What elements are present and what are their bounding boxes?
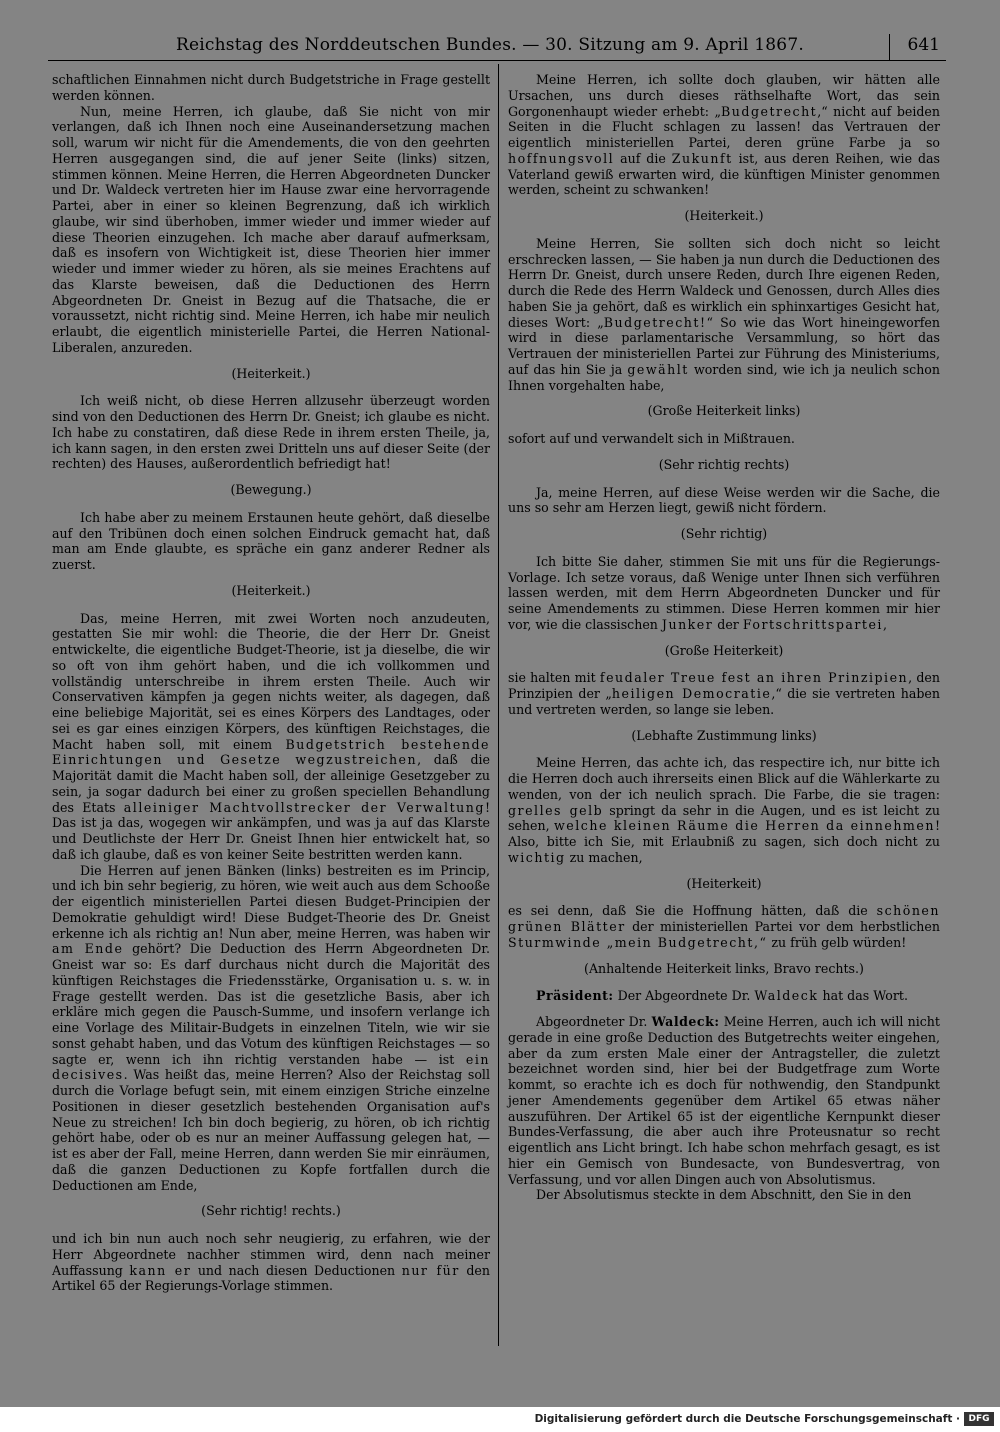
paragraph: Der Absolutismus steckte in dem Abschnitt, den Sie in den	[536, 1187, 912, 1203]
text-run: Das, meine Herren, mit zwei Worten noch anzudeuten, gestatten Sie mir wohl: die Theorie, die der Herr Dr. Gneist entwickelte, die eigentliche Budget-Theorie, ist ja dieselbe, die wir so oft von ihm gehört haben, und die ich vollkommen und vollständig unterschreibe in ihrem ersten Theile. Auch wir Conservativen kämpfen ja gegen nichts weiter, als dagegen, daß eine beliebige Majorität, sei es eines Körpers des Landtages, oder sei es gar eines einzigen Körpers, des künftigen Reichstages, die Macht haben soll, mit einem	[52, 610, 490, 752]
spaced-text: gewählt	[627, 361, 689, 377]
text-run: ,	[882, 616, 887, 632]
remark: (Lebhafte Zustimmung links)	[631, 727, 817, 743]
remark: (Große Heiterkeit links)	[647, 403, 801, 419]
left-column	[52, 72, 490, 1294]
paragraph: Ich habe aber zu meinem Erstaunen heute gehört, daß dieselbe auf den Tribünen doch einen solchen Eindruck gemacht hat, daß man am Ende glaubte, es spräche ein ganz anderer Redner als zuerst.	[52, 509, 490, 572]
paragraph: Nun, meine Herren, ich glaube, daß Sie nicht von mir verlangen, daß ich Ihnen noch eine Auseinandersetzung machen soll, warum wir nicht für die Amendements, die von den geehrten Herren ausgegangen sind, die auf jener Seite (links) sitzen, stimmen können. Meine Herren, die Herren Abgeordneten Duncker und Dr. Waldeck vertreten hier im Hause zwar eine hervorragende Partei, aber in einer so kleinen Begrenzung, daß ich wirklich glaube, wir sind überhoben, immer wieder und immer wieder auf diese Theorien einzugehen. Ich mache aber darauf aufmerksam, daß es insofern von Wichtigkeit ist, diese Theorien hier immer wieder und immer wieder zu hören, als sie meines Erachtens auf das Klarste beweisen, daß die Deductionen des Herrn Abgeordneten Dr. Gneist in Bezug auf die Thatsache, die er voraussetzt, nicht richtig sind. Meine Herren, ich habe mir neulich erlaubt, die eigentlich ministerielle Partei, die Herren National-Liberalen, anzureden.	[52, 103, 490, 355]
spaced-text: hoffnungsvoll	[508, 150, 615, 166]
text-run: ! Also, bitte ich Sie, mit Erlaubniß zu sagen, sich doch nicht zu	[508, 818, 940, 849]
text-run: Der Abgeordnete Dr.	[617, 988, 751, 1004]
spaced-text: Budgetrecht	[721, 103, 818, 119]
remark: (Heiterkeit)	[686, 875, 762, 891]
spaced-text: grelles gelb	[508, 802, 604, 818]
spaced-text: Budgetstrich bestehende Einrichtungen und Gesetze wegzustreichen	[52, 736, 490, 768]
funding-credit: Digitalisierung gefördert durch die Deutsche Forschungsgemeinschaft ·	[534, 1413, 960, 1425]
dfg-logo: DFG	[964, 1412, 994, 1426]
spaced-text: am Ende	[52, 941, 124, 957]
text-run: ,“ nicht auf beiden Seiten in die Flucht schlagen zu lassen! das Vertrauen der eigentlich ministeriellen Partei, deren grüne Farbe ja so	[508, 103, 940, 150]
text-run: zu früh gelb würden!	[771, 934, 907, 950]
paragraph	[508, 1014, 940, 1187]
text-run: sie halten mit	[508, 670, 596, 686]
text-run: ,“ die sie vertreten haben und vertreten werden, so lange sie leben.	[508, 686, 940, 717]
remark: (Sehr richtig)	[680, 526, 768, 541]
paragraph: schaftlichen Einnahmen nicht durch Budgetstriche in Frage gestellt werden können.	[52, 72, 490, 103]
header-title: Reichstag des Norddeutschen Bundes. — 30. Sitzung am 9. April 1867.	[176, 35, 804, 55]
text-run: ! Das ist ja das, wogegen wir ankämpfen, und was ja auf das Klarste und Deutlichste der Herr Dr. Gneist Ihnen hier entwickelt hat, so daß ich glaube, daß es von keiner Seite bestritten werden kann.	[52, 799, 490, 862]
right-column	[508, 72, 940, 1203]
text-run: Ich bitte Sie daher, stimmen Sie mit uns für die Regierungs-Vorlage. Ich setze voraus, daß Wenige unter Ihnen sich verführen lassen werden, mit dem Herrn Abgeordneten Duncker und für seine Amendements zu stimmen. Diese Herren kommen mir hier vor, wie die classischen	[508, 553, 940, 632]
remark: (Heiterkeit.)	[231, 365, 311, 381]
header-divider	[889, 34, 890, 60]
text-run: Meine Herren, ich sollte doch glauben, wir hätten alle Ursachen, uns durch dieses räthselhafte Wort, das sein Gorgonenhaupt wieder erhebt: „	[508, 72, 940, 119]
spaced-text: Sturmwinde „mein Budgetrecht,“	[508, 934, 768, 950]
paragraph: Ich weiß nicht, ob diese Herren allzusehr überzeugt worden sind von den Deductionen des Herrn Dr. Gneist; ich glaube es nicht. Ich habe zu constatiren, daß diese Rede in ihrem ersten Theile, ja, ich kann sagen, in den ersten zwei Dritteln uns auf dieser Seite (der rechten) des Hauses, außerordentlich befriedigt hat!	[52, 393, 490, 472]
text-run: gehört? Die Deduction des Herrn Abgeordneten Dr. Gneist war so: Es darf durchaus nicht durch die Majorität des künftigen Reichstages die Friedensstärke, Organisation u. s. w. in Frage gestellt werden. Das ist die gesetzliche Basis, aber ich erkläre mich gegen die Pausch-Summe, und insofern verlange ich eine Vorlage des Militair-Budgets in einzelnen Titeln, wie wir sie sonst gehabt haben, und das Votum des künftigen Reichstages — so sagte er, wenn ich ihn richtig verstanden habe — ist	[52, 941, 490, 1067]
text-run: der	[717, 616, 739, 632]
paragraph	[508, 670, 940, 717]
spaced-text: Waldeck	[754, 988, 819, 1004]
text-run: der ministeriellen Partei vor dem herbstlichen	[632, 919, 940, 934]
spaced-text: welche kleinen Räume die Herren da einnehmen	[554, 818, 935, 834]
text-run: . Was heißt das, meine Herren? Also der Reichstag soll durch die Vorlage befugt sein, mit einem einzigen Striche einzelne Positionen in dieser gesetzlich bestehenden Organisation auf's Neue zu streichen! Ich bin doch begierig, zu hören, ob ich richtig gehört habe, oder ob es nur an meiner Auffassung gelegen hat, — ist es aber der Fall, meine Herren, dann werden Sie mir einräumen, daß die ganzen Deductionen zu Kopfe fortfallen durch die Deductionen am Ende,	[52, 1067, 490, 1193]
running-header	[48, 34, 946, 61]
footer-bar	[0, 1407, 1000, 1432]
paragraph	[508, 554, 940, 633]
text-run: worden sind, wie ich ja neulich schon Ihnen vorgehalten habe,	[508, 361, 940, 393]
text-run: und ich bin nun auch noch sehr neugierig, zu erfahren, wie der Herr Abgeordnete nachher stimmen wird, denn nach meiner Auffassung	[52, 1231, 490, 1278]
speaker-name: Waldeck:	[651, 1014, 720, 1029]
remark: (Heiterkeit.)	[231, 582, 311, 598]
text-run: Meine Herren, das achte ich, das respectire ich, nur bitte ich die Herren doch auch ihrerseits einen Blick auf die Wählerkarte zu wenden, von der ich neulich sprach. Die Farbe, die sie tragen:	[508, 755, 940, 802]
text-run: Meine Herren, auch ich will nicht gerade in eine große Deduction des Butgetrechts weiter eingehen, aber da zum ersten Male einer der Antragsteller, die zuletzt bezeichnet worden sind, hier bei der Budgetfrage zum Worte kommt, so erachte ich es doch für nothwendig, den Standpunkt jener Amendements gegenüber dem Artikel 65 etwas näher auszuführen. Der Artikel 65 ist der eigentliche Kernpunkt dieser Bundes-Verfassung, die aber auch ihre Proteusnatur so recht eigentlich ans Licht bringt. Ich habe schon mehrfach gesagt, es ist hier ein Gemisch von Bundesacte, von Bundesvertrag, von Verfassung, und vor allen Dingen auch von Absolutismus.	[508, 1014, 940, 1187]
spaced-text: wichtig	[508, 849, 566, 865]
remark: (Heiterkeit.)	[684, 208, 764, 223]
column-divider	[498, 64, 499, 1346]
paragraph	[508, 72, 940, 198]
text-run: den Artikel 65 der Regierungs-Vorlage stimmen.	[52, 1262, 490, 1294]
spaced-text: Budgetrecht!	[603, 314, 707, 330]
paragraph	[52, 611, 490, 863]
paragraph: sofort auf und verwandelt sich in Mißtrauen.	[508, 431, 795, 446]
text-run: es sei denn, daß Sie die Hoffnung hätten, daß die	[508, 903, 868, 919]
spaced-text: kann er	[129, 1262, 192, 1278]
paragraph	[508, 988, 940, 1004]
spaced-text: schönen grünen Blätter	[508, 903, 940, 934]
spaced-text: alleiniger Machtvollstrecker der Verwaltung	[123, 799, 485, 815]
text-run: hat das Wort.	[822, 988, 908, 1004]
page-number: 641	[907, 35, 940, 55]
text-run: Abgeordneter Dr.	[536, 1014, 648, 1029]
text-run: , daß die Majorität damit die Macht haben soll, der alleinige Gesetzgeber zu sein, ja sogar dadurch bei einer zu großen speciellen Behandlung des Etats	[52, 752, 490, 815]
spaced-text: Zukunft	[671, 150, 733, 166]
text-run: Meine Herren, Sie sollten sich doch nicht so leicht erschrecken lassen, — Sie haben ja nun durch die Deductionen des Herrn Dr. Gneist, durch unsere Reden, durch Ihre eigenen Reden, durch die Rede des Herrn Waldeck und Genossen, durch Alles dies haben Sie ja gehört, daß es wirklich ein sphinxartiges Gesicht hat, dieses Wort: „	[508, 235, 940, 330]
remark: (Anhaltende Heiterkeit links, Bravo rechts.)	[584, 960, 864, 976]
spaced-text: heiligen Democratie	[611, 686, 772, 701]
remark: (Sehr richtig rechts)	[658, 456, 790, 472]
text-run: zu machen,	[569, 849, 643, 865]
paragraph: Ja, meine Herren, auf diese Weise werden wir die Sache, die uns so sehr am Herzen liegt, gewiß nicht fördern.	[508, 484, 940, 516]
paragraph	[508, 903, 940, 950]
text-run: ist, aus deren Reihen, wie das Vaterland gewiß erwarten wird, die künftigen Minister genommen werden, scheint zu schwanken!	[508, 150, 940, 198]
spaced-text: Junker	[661, 616, 714, 632]
spaced-text: Fortschrittspartei	[742, 616, 883, 632]
text-run: springt da sehr in die Augen, und es ist leicht zu sehen,	[508, 802, 940, 834]
remark: (Große Heiterkeit)	[664, 642, 784, 658]
paragraph	[52, 863, 490, 1194]
paragraph	[508, 236, 940, 394]
text-run: und nach diesen Deductionen	[197, 1262, 396, 1278]
spaced-text: feudaler Treue fest an ihren Prinzipien	[599, 670, 909, 686]
text-run: “ So wie das Wort hineingeworfen wird in diese parlamentarische Versammlung, so hört das Vertrauen der ministeriellen Partei zur Führung des Ministeriums, auf das hin Sie ja	[508, 314, 940, 377]
text-run: , den Prinzipien der „	[508, 670, 940, 701]
paragraph	[52, 1231, 490, 1294]
spaced-text: nur für	[401, 1262, 460, 1278]
text-run: Die Herren auf jenen Bänken (links) bestreiten es im Princip, und ich bin sehr begierig, zu hören, wie weit auch aus dem Schooße der eigentlich ministeriellen Partei diesen Budget-Principien der Demokratie gehuldigt wird! Diese Budget-Theorie des Dr. Gneist erkenne ich als richtig an! Nun aber, meine Herren, was haben wir	[52, 862, 490, 941]
remark: (Bewegung.)	[230, 482, 312, 497]
text-run: auf die	[620, 150, 666, 166]
paragraph	[508, 755, 940, 865]
spaced-text: ein decisives	[52, 1051, 490, 1083]
speaker-name: Präsident:	[536, 988, 614, 1004]
remark: (Sehr richtig! rechts.)	[201, 1203, 341, 1219]
